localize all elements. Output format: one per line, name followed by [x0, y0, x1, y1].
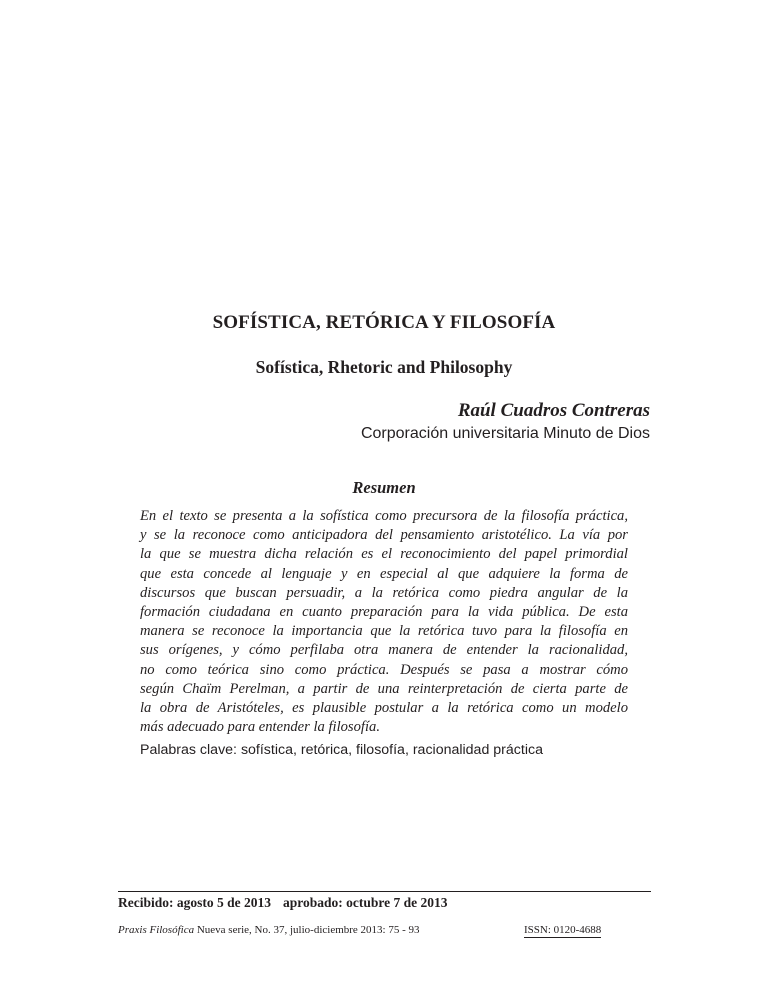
issn: ISSN: 0120-4688	[524, 924, 602, 936]
abstract-line: la obra de Aristóteles, es plausible postular a la retórica como un modelo	[140, 700, 628, 717]
abstract-line: discursos que buscan persuadir, a la retórica como piedra angular de la	[140, 584, 628, 601]
article-title: SOFÍSTICA, RETÓRICA Y FILOSOFÍA	[212, 312, 556, 333]
article-subtitle: Sofística, Rhetoric and Philosophy	[255, 357, 513, 377]
keywords: Palabras clave: sofística, retórica, filosofía, racionalidad práctica	[140, 742, 543, 758]
submission-dates	[118, 895, 448, 911]
abstract-text	[140, 507, 628, 737]
abstract-line: no como teórica sino como práctica. Después se pasa a mostrar cómo	[140, 661, 628, 678]
received-date: Recibido: agosto 5 de 2013	[118, 895, 271, 910]
abstract-line: sus orígenes, y cómo perfilaba otra manera de entender la racionalidad,	[140, 642, 628, 659]
abstract-line: que esta concede al lenguaje y en especial al que adquiere la forma de	[140, 565, 628, 582]
approved-date: aprobado: octubre 7 de 2013	[283, 895, 448, 910]
abstract-line: la que se muestra dicha relación es el reconocimiento del papel primordial	[140, 546, 628, 563]
author-affiliation: Corporación universitaria Minuto de Dios	[360, 425, 650, 442]
issue-info: Nueva serie, No. 37, julio-diciembre 2013: 75 - 93	[194, 924, 420, 936]
journal-name: Praxis Filosófica	[118, 924, 195, 936]
abstract-line: según Chaïm Perelman, a partir de una reinterpretación de cierta parte de	[140, 680, 628, 697]
journal-footer	[118, 924, 614, 936]
abstract-line: manera se reconoce la importancia que la retórica tuvo para la filosofía en	[140, 623, 628, 640]
abstract-line: y se la reconoce como anticipadora del pensamiento aristotélico. La vía por	[140, 527, 628, 544]
abstract-line: más adecuado para entender la filosofía.	[140, 719, 380, 736]
abstract-line: En el texto se presenta a la sofística como precursora de la filosofía práctica,	[140, 508, 628, 524]
abstract-heading: Resumen	[352, 478, 416, 497]
abstract-line: formación ciudadana en cuanto preparación para la vida pública. De esta	[140, 604, 628, 621]
author-name: Raúl Cuadros Contreras	[457, 400, 650, 421]
footer-divider	[118, 891, 651, 892]
